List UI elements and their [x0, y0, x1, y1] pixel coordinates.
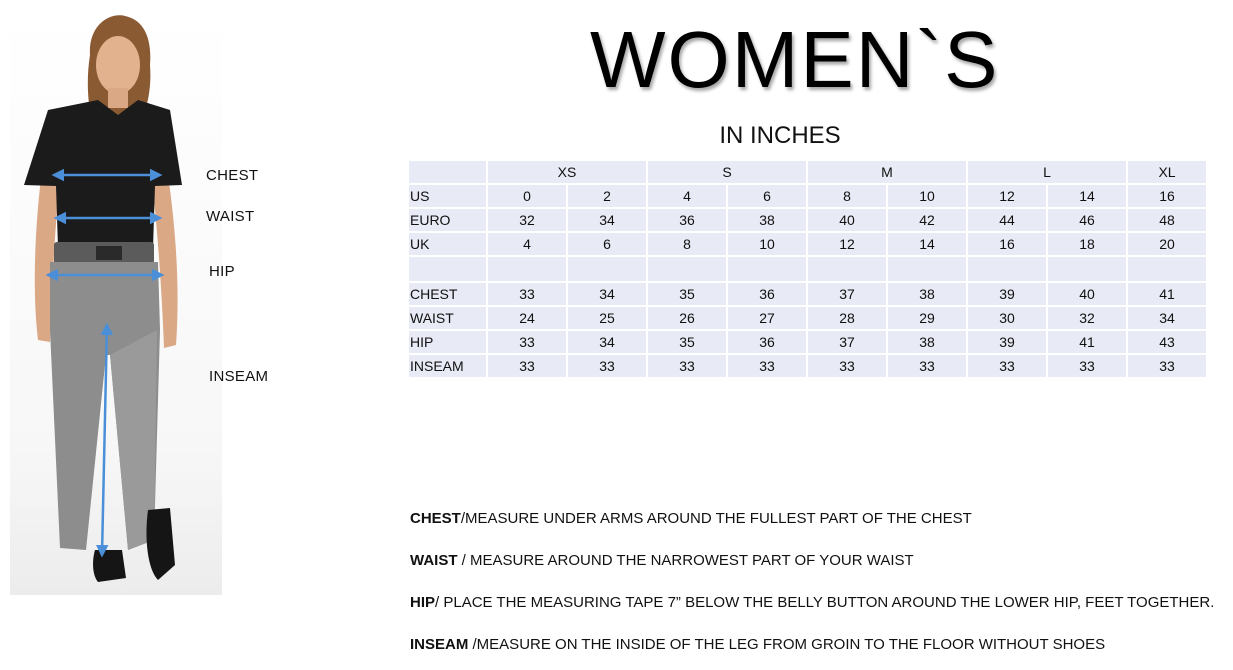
waist-label: WAIST: [206, 208, 255, 225]
table-cell: 10: [888, 185, 966, 207]
table-cell: 35: [648, 283, 726, 305]
size-group-s: S: [648, 161, 806, 183]
table-cell: 14: [888, 233, 966, 255]
table-cell: 43: [1128, 331, 1206, 353]
note-term: WAIST: [410, 552, 458, 569]
note-text: /MEASURE UNDER ARMS AROUND THE FULLEST PART OF THE CHEST: [460, 510, 972, 527]
note-term: HIP: [410, 594, 436, 611]
table-cell: 25: [568, 307, 646, 329]
table-row: [409, 209, 1206, 231]
table-cell: 8: [648, 233, 726, 255]
table-cell: 6: [568, 233, 646, 255]
row-label: WAIST: [409, 307, 486, 329]
table-cell: 10: [728, 233, 806, 255]
table-cell: 12: [808, 233, 886, 255]
note-chest: [410, 510, 972, 527]
table-cell: 33: [1128, 355, 1206, 377]
table-cell: 8: [808, 185, 886, 207]
size-group-m: M: [808, 161, 966, 183]
table-cell: 36: [728, 331, 806, 353]
table-cell: 38: [888, 331, 966, 353]
row-label: INSEAM: [409, 355, 486, 377]
table-cell: 37: [808, 331, 886, 353]
table-cell: 33: [968, 355, 1046, 377]
row-label: CHEST: [409, 283, 486, 305]
table-cell: 40: [1048, 283, 1126, 305]
table-cell: 36: [728, 283, 806, 305]
header-corner-cell: [409, 161, 486, 183]
table-cell: 34: [568, 331, 646, 353]
table-cell: [888, 257, 966, 281]
table-cell: 46: [1048, 209, 1126, 231]
page-subtitle: IN INCHES: [719, 122, 841, 149]
table-cell: 24: [488, 307, 566, 329]
note-text: / PLACE THE MEASURING TAPE 7” BELOW THE BELLY BUTTON AROUND THE LOWER HIP, FEET TOGETHER.: [435, 594, 1215, 611]
table-cell: [1128, 257, 1206, 281]
table-cell: 33: [488, 331, 566, 353]
table-cell: [728, 257, 806, 281]
table-cell: [488, 257, 566, 281]
table-row: [409, 307, 1206, 329]
model-figure: [10, 10, 222, 595]
table-cell: 34: [568, 283, 646, 305]
note-term: INSEAM: [410, 636, 469, 653]
table-cell: 41: [1048, 331, 1126, 353]
table-cell: 36: [648, 209, 726, 231]
table-cell: [648, 257, 726, 281]
note-text: /MEASURE ON THE INSIDE OF THE LEG FROM GROIN TO THE FLOOR WITHOUT SHOES: [468, 636, 1106, 653]
table-cell: 33: [888, 355, 966, 377]
note-hip: [410, 594, 1214, 611]
table-cell: 6: [728, 185, 806, 207]
table-cell: 27: [728, 307, 806, 329]
table-cell: 32: [1048, 307, 1126, 329]
note-text: / MEASURE AROUND THE NARROWEST PART OF YOUR WAIST: [457, 552, 914, 569]
table-cell: 12: [968, 185, 1046, 207]
table-cell: 39: [968, 283, 1046, 305]
chest-label: CHEST: [206, 167, 259, 184]
table-cell: 4: [648, 185, 726, 207]
hip-label: HIP: [209, 263, 235, 280]
note-term: CHEST: [410, 510, 461, 527]
table-cell: 33: [488, 283, 566, 305]
table-row: [409, 355, 1206, 377]
table-cell: 33: [728, 355, 806, 377]
row-label: US: [409, 185, 486, 207]
size-group-xl: XL: [1128, 161, 1206, 183]
table-cell: 40: [808, 209, 886, 231]
table-cell: 30: [968, 307, 1046, 329]
size-header-row: [409, 161, 1206, 183]
table-cell: 33: [1048, 355, 1126, 377]
table-cell: 38: [888, 283, 966, 305]
table-cell: 48: [1128, 209, 1206, 231]
table-cell: 41: [1128, 283, 1206, 305]
table-row: [409, 185, 1206, 207]
table-cell: 38: [728, 209, 806, 231]
size-group-l: L: [968, 161, 1126, 183]
table-row: [409, 257, 1206, 281]
table-cell: [1048, 257, 1126, 281]
table-cell: [808, 257, 886, 281]
table-cell: 2: [568, 185, 646, 207]
row-label: HIP: [409, 331, 486, 353]
row-label: UK: [409, 233, 486, 255]
table-cell: 29: [888, 307, 966, 329]
row-label: EURO: [409, 209, 486, 231]
table-cell: 33: [488, 355, 566, 377]
table-cell: 44: [968, 209, 1046, 231]
table-row: [409, 283, 1206, 305]
table-cell: 34: [568, 209, 646, 231]
table-cell: 33: [808, 355, 886, 377]
table-cell: 35: [648, 331, 726, 353]
table-cell: [968, 257, 1046, 281]
table-cell: 14: [1048, 185, 1126, 207]
table-cell: 32: [488, 209, 566, 231]
table-cell: 18: [1048, 233, 1126, 255]
size-group-xs: XS: [488, 161, 646, 183]
table-row: [409, 331, 1206, 353]
table-cell: 20: [1128, 233, 1206, 255]
table-cell: 28: [808, 307, 886, 329]
table-cell: 39: [968, 331, 1046, 353]
page-title: WOMEN`S: [590, 15, 1000, 104]
inseam-label: INSEAM: [209, 368, 269, 385]
table-cell: [568, 257, 646, 281]
table-cell: 37: [808, 283, 886, 305]
table-cell: 4: [488, 233, 566, 255]
size-chart-table: [407, 159, 1208, 379]
note-waist: [410, 552, 914, 569]
note-inseam: [410, 636, 1105, 653]
row-label: [409, 257, 486, 281]
table-cell: 16: [968, 233, 1046, 255]
table-cell: 0: [488, 185, 566, 207]
table-cell: 16: [1128, 185, 1206, 207]
table-cell: 42: [888, 209, 966, 231]
table-cell: 33: [648, 355, 726, 377]
table-cell: 33: [568, 355, 646, 377]
table-cell: 26: [648, 307, 726, 329]
table-row: [409, 233, 1206, 255]
table-cell: 34: [1128, 307, 1206, 329]
